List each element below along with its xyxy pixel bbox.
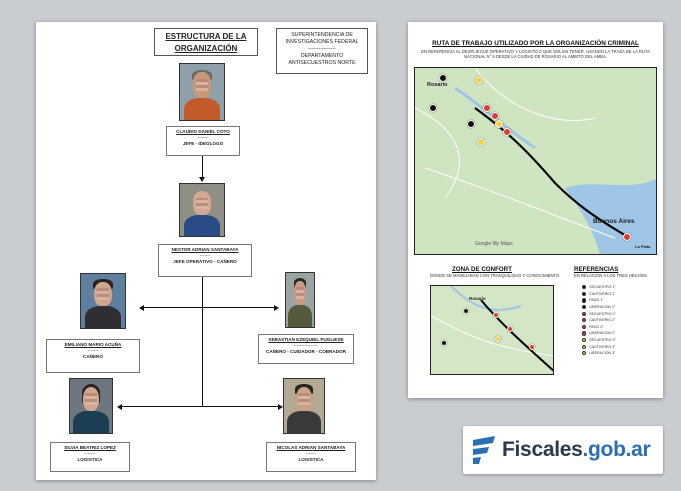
- arrow-right-icon: [274, 305, 279, 311]
- agency-line3: DEPARTAMENTO: [300, 53, 344, 59]
- map-marker-icon[interactable]: [475, 76, 483, 84]
- connector-line: [202, 156, 203, 179]
- reference-item: [582, 350, 658, 357]
- member-photo-nestor: [179, 183, 225, 237]
- comfort-subtitle: DONDE SE MANEJABAN CON TRANQUILIDAD Y CONOCIMIENTO: [430, 273, 560, 278]
- route-title: RUTA DE TRABAJO UTILIZADO POR LA ORGANIZACIÓN CRIMINAL: [432, 40, 639, 47]
- map-marker-icon[interactable]: [507, 326, 513, 332]
- reference-marker-icon: [582, 325, 586, 329]
- member-role: LOGISTICA: [77, 457, 103, 463]
- arrow-left-icon: [117, 404, 122, 410]
- org-chart-sheet: [36, 22, 376, 480]
- member-role: CAÑERO - CUIDADOR - COBRADOR: [266, 349, 346, 355]
- member-role: JEFE OPERATIVO - CAÑERO: [173, 259, 237, 265]
- route-map-graphic: [415, 68, 657, 255]
- reference-item: [582, 337, 658, 344]
- member-label-silvia: [50, 442, 130, 472]
- map-marker-icon[interactable]: [495, 120, 503, 128]
- reference-item: [582, 284, 658, 291]
- member-name: CLAUDIO DANIEL COTO: [176, 129, 230, 134]
- member-dash: -------: [199, 253, 211, 259]
- reference-label: SECUESTRO 3°: [589, 338, 616, 343]
- reference-item: [582, 317, 658, 324]
- reference-item: [582, 343, 658, 350]
- agency-separator: ----------------: [308, 46, 336, 52]
- comfort-map-graphic: [431, 286, 554, 375]
- reference-item: [582, 324, 658, 331]
- member-name: EMILIANO MARIO ACUÑA: [64, 342, 122, 347]
- member-label-nestor: [158, 244, 252, 277]
- reference-item: [582, 330, 658, 337]
- member-dash: -------: [84, 451, 96, 457]
- map-marker-icon[interactable]: [441, 340, 447, 346]
- reference-label: LIBERACION 3°: [589, 351, 616, 356]
- member-name: SEBASTIAN EZEQUIEL PUGLIESE: [268, 337, 344, 342]
- reference-label: CAUTIVERIO 1°: [589, 291, 616, 296]
- map-marker-icon[interactable]: [529, 344, 535, 350]
- map-marker-icon[interactable]: [483, 104, 491, 112]
- map-marker-icon[interactable]: [491, 112, 499, 120]
- reference-item: [582, 310, 658, 317]
- reference-marker-icon: [582, 351, 586, 355]
- comfort-map[interactable]: [430, 285, 554, 375]
- map-marker-icon[interactable]: [439, 74, 447, 82]
- route-subtitle: EN REFERENCIA AL DESPLIEGUE OPERATIVO Y LOGISTICO QUE SOLIAN TENER, USANDO LA TRAZA DE LA RUTA NACIONAL N° 9 DESDE LA CIUDAD DE ROSARIO AL AMBITO DEL AMBA.: [421, 49, 650, 60]
- map-marker-icon[interactable]: [467, 120, 475, 128]
- member-name: NESTOR ADRIAN SANTABAYA: [171, 247, 239, 252]
- reference-label: SECUESTRO 1°: [589, 285, 616, 290]
- map-marker-icon[interactable]: [503, 128, 511, 136]
- reference-item: [582, 297, 658, 304]
- reference-label: CAUTIVERIO 3°: [589, 344, 616, 349]
- org-chart-title-line1: ESTRUCTURA DE LA: [165, 32, 247, 41]
- references-list: [582, 284, 658, 357]
- member-role: CAÑERO: [83, 354, 103, 360]
- fiscales-logo-icon: [473, 436, 497, 464]
- reference-label: SECUESTRO 2°: [589, 311, 616, 316]
- map-label-la-plata: La Plata: [635, 244, 651, 249]
- member-role: LOGISTICA: [298, 457, 324, 463]
- route-map[interactable]: [414, 67, 657, 255]
- agency-box: [276, 28, 368, 74]
- member-dash: -------: [197, 135, 209, 141]
- map-label-buenos-aires: Buenos Aires: [593, 218, 635, 225]
- member-photo-sebastian: [285, 272, 315, 328]
- reference-item: [582, 304, 658, 311]
- references-title: REFERENCIAS: [574, 266, 619, 273]
- member-dash: -------: [305, 451, 317, 457]
- logo-name: Fiscales: [502, 438, 583, 461]
- reference-label: PAGO 2°: [589, 324, 604, 329]
- reference-label: LIBERACION 1°: [589, 305, 616, 310]
- member-photo-nicolas: [283, 378, 325, 434]
- map-brand-label: Google My Maps: [475, 241, 513, 247]
- reference-label: LIBERACION 2°: [589, 331, 616, 336]
- reference-marker-icon: [582, 318, 586, 322]
- map-marker-icon[interactable]: [623, 233, 631, 241]
- member-role: JEFE - IDEOLOGO: [182, 141, 224, 147]
- map-marker-icon[interactable]: [477, 138, 485, 146]
- map-label-rosario: Rosario: [427, 82, 448, 88]
- reference-marker-icon: [582, 331, 586, 335]
- agency-line1: SUPERINTENDENCIA DE: [291, 32, 353, 38]
- member-photo-silvia: [69, 378, 113, 434]
- map-marker-icon[interactable]: [429, 104, 437, 112]
- member-label-nicolas: [266, 442, 356, 472]
- member-photo-emiliano: [80, 273, 126, 329]
- arrow-right-icon: [278, 404, 283, 410]
- member-name: SILVIA BEATRIZ LOPEZ: [64, 445, 116, 450]
- reference-marker-icon: [582, 338, 586, 342]
- org-chart-title-line2: ORGANIZACIÓN: [174, 44, 238, 53]
- member-label-coto: [166, 126, 240, 156]
- reference-label: CAUTIVERIO 2°: [589, 318, 616, 323]
- org-chart-title: [154, 28, 258, 56]
- reference-label: PAGO 1°: [589, 298, 604, 303]
- member-dash: ----------------: [293, 343, 319, 349]
- member-label-sebastian: [258, 334, 354, 364]
- reference-marker-icon: [582, 298, 586, 302]
- logo-tld: .gob.ar: [582, 438, 651, 461]
- arrow-down-icon: [199, 177, 205, 182]
- references-subtitle: EN RELACION A LOS TRES HECHOS: [574, 273, 647, 278]
- reference-marker-icon: [582, 285, 586, 289]
- map-marker-icon[interactable]: [495, 336, 501, 342]
- map-marker-icon[interactable]: [463, 308, 469, 314]
- arrow-left-icon: [139, 305, 144, 311]
- connector-line: [202, 277, 203, 407]
- fiscales-logo: [463, 426, 663, 474]
- member-photo-coto: [179, 63, 225, 121]
- reference-marker-icon: [582, 345, 586, 349]
- map-marker-icon[interactable]: [493, 312, 499, 318]
- reference-marker-icon: [582, 305, 586, 309]
- agency-line4: ANTISECUESTROS NORTE: [288, 60, 356, 66]
- route-sheet: [408, 22, 663, 398]
- member-dash: -------: [87, 348, 99, 354]
- comfort-title: ZONA DE CONFORT: [452, 266, 512, 273]
- reference-marker-icon: [582, 292, 586, 296]
- connector-line: [143, 307, 275, 308]
- member-label-emiliano: [46, 339, 140, 373]
- reference-marker-icon: [582, 312, 586, 316]
- agency-line2: INVESTIGACIONES FEDERAL: [285, 39, 359, 45]
- connector-line: [121, 406, 279, 407]
- reference-item: [582, 291, 658, 298]
- comfort-map-label-rosario: Rosario: [469, 296, 486, 301]
- fiscales-logo-text: [502, 438, 650, 462]
- member-name: NICOLAS ADRIAN SANTABAYA: [276, 445, 346, 450]
